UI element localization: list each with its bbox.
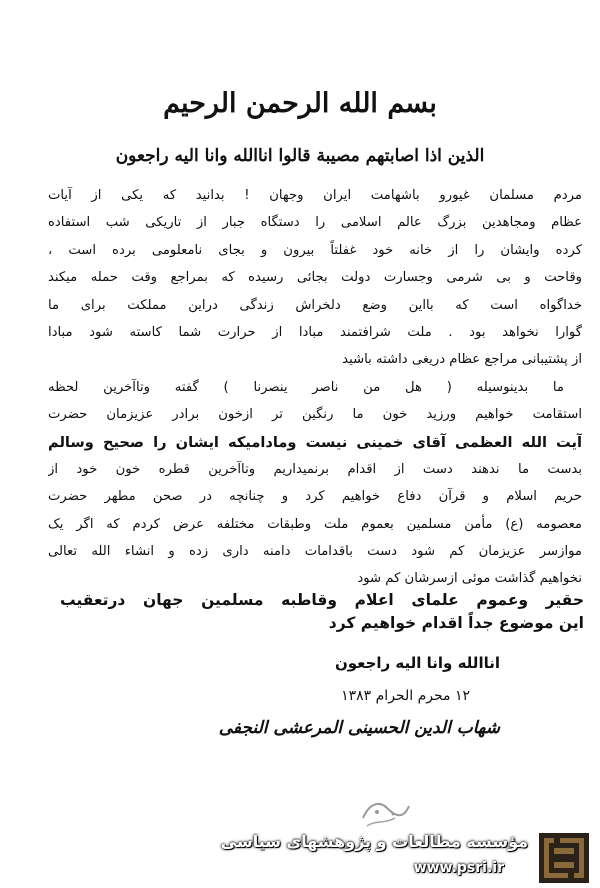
body-line-11: بدست ما ندهند دست از اقدام برنمیداریم وتاآخرین قطره خون خود از — [48, 461, 582, 477]
body-line-14: موازسر عزیزمان کم شود دست باقدامات دامنه داری زده و انشاء الله تعالی — [48, 544, 582, 560]
signature: شهاب الدین الحسینی المرعشی النجفی — [218, 718, 500, 738]
body-line-4: وقاحت و بی شرمی وجسارت دولت بجائی رسیده که بمراجع وقت حمله میکند — [48, 270, 582, 286]
body-line-9: استقامت خواهیم ورزید خون ما رنگین تر ازخون برادر عزیزمان حضرت — [48, 407, 582, 423]
closing-line-1: حقیر وعموم علمای اعلام وقاطبه مسلمین جهان درتعقیب — [60, 591, 584, 609]
inna-lillah-line: اناالله وانا الیه راجعون — [334, 654, 500, 672]
watermark-url: www.psri.ir — [413, 860, 504, 876]
body-line-15: نخواهیم گذاشت موئی ازسرشان کم شود — [357, 571, 582, 587]
body-line-5: خداگواه است که بااین وضع دلخراش زندگی دراین مملکت برای ما — [48, 297, 582, 313]
body-line-6: گوارا نخواهد بود . ملت شرافتمند مبادا از حرارت شما کاسته شود مبادا — [48, 324, 582, 340]
date-line: ۱۲ محرم الحرام ۱۳۸۳ — [341, 688, 470, 704]
statement-body — [48, 182, 582, 593]
body-line-2: عظام ومجاهدین بزرگ عالم اسلامی را دستگاه جبار از تاریکی شب استفاده — [48, 215, 582, 231]
body-line-3: کرده وایشان را از خانه خود غفلتاً بیرون و بجای نامعلومی برده است ، — [48, 242, 582, 258]
body-line-12: حریم اسلام و قرآن دفاع خواهیم کرد و چنانچه در صحن مطهر حضرت — [48, 489, 582, 505]
body-line-1: مردم مسلمان غیورو باشهامت ایران وجهان ! بدانید که یکی از آیات — [48, 188, 582, 203]
body-line-7: از پشتیبانی مراجع عظام دریغی داشته باشید — [342, 352, 582, 368]
quran-verse-heading: الذین اذا اصابتهم مصیبة قالوا اناالله وانا الیه راجعون — [115, 146, 485, 166]
body-line-10: آیت الله العظمی آقای خمینی نیست ومادامیکه ایشان را صحیح وسالم — [48, 433, 582, 451]
publisher-watermark — [220, 826, 600, 888]
closing-line-2: این موضوع جداً اقدام خواهیم کرد — [328, 614, 584, 632]
psri-logo-icon — [538, 832, 590, 884]
watermark-name: مؤسسه مطالعات و پژوهشهای سیاسی — [220, 832, 528, 851]
body-line-13: معصومه (ع) مأمن مسلمین بعموم ملت وطبقات مختلفه عرض کردم که اگر یک — [48, 516, 582, 532]
basmala-heading: بسم الله الرحمن الرحیم — [163, 88, 437, 119]
body-line-8: ما بدینوسیله ( هل من ناصر ینصرنا ) گفته وتاآخرین لحظه — [48, 379, 564, 395]
